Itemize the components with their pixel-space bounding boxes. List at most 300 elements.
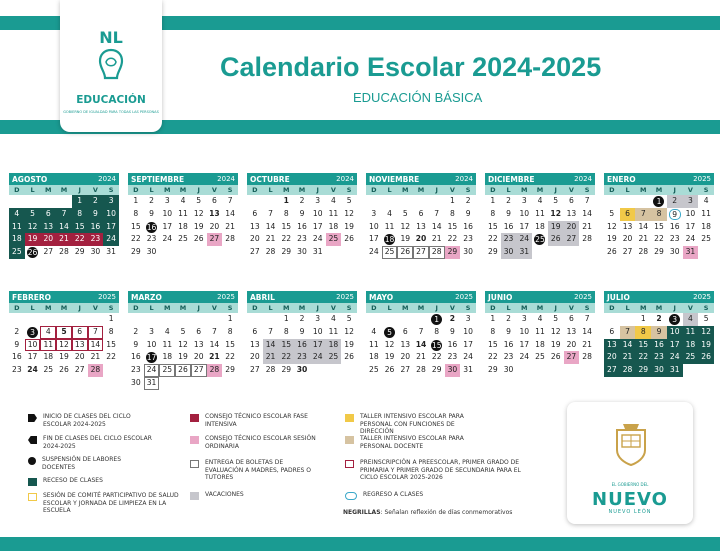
day-number: 21 xyxy=(265,352,276,362)
month-header xyxy=(366,173,476,185)
day-number: 28 xyxy=(265,247,276,257)
month-name: ENERO xyxy=(607,174,636,184)
day-number: 6 xyxy=(252,208,258,218)
day-number: 15 xyxy=(431,340,442,350)
day-number: 9 xyxy=(133,339,139,349)
weekday-header xyxy=(247,185,357,195)
day-cell xyxy=(278,339,294,352)
day-cell xyxy=(263,246,279,259)
day-number: 23 xyxy=(503,234,514,244)
day-number: 22 xyxy=(74,234,85,244)
day-number: 28 xyxy=(638,247,649,257)
day-cell xyxy=(532,208,548,221)
empty-cell xyxy=(56,313,72,326)
day-number: 7 xyxy=(434,208,440,218)
day-cell xyxy=(532,233,548,246)
day-number: 11 xyxy=(328,326,339,336)
day-cell xyxy=(341,326,357,339)
day-cell xyxy=(191,221,207,234)
legend-swatch-ret xyxy=(345,492,357,500)
month-name: FEBRERO xyxy=(12,292,52,302)
day-cell xyxy=(341,208,357,221)
days-grid xyxy=(9,195,119,259)
day-number: 9 xyxy=(450,326,455,336)
weekday-letter: M xyxy=(640,304,647,312)
day-number: 18 xyxy=(12,234,22,244)
day-cell xyxy=(326,339,342,352)
day-number: 21 xyxy=(638,234,649,244)
day-cell xyxy=(88,246,104,259)
day-cell xyxy=(207,364,223,377)
day-cell xyxy=(382,339,398,352)
day-number: 22 xyxy=(106,352,116,362)
day-number: 18 xyxy=(685,339,696,349)
day-number: 22 xyxy=(131,234,141,244)
month-name: AGOSTO xyxy=(12,174,48,184)
day-cell xyxy=(366,351,382,364)
day-number: 28 xyxy=(59,247,69,257)
day-number: 28 xyxy=(582,352,592,362)
weekday-letter: L xyxy=(30,186,35,194)
weekday-letter: M xyxy=(536,304,544,312)
day-cell xyxy=(579,339,595,352)
day-cell xyxy=(175,208,191,221)
day-cell xyxy=(604,351,620,364)
weekday-letter: J xyxy=(435,186,438,194)
month-year: 2024 xyxy=(455,175,473,183)
day-number: 16 xyxy=(669,221,680,231)
days-grid xyxy=(366,313,476,377)
day-cell xyxy=(263,326,279,339)
day-number: 16 xyxy=(90,221,101,231)
day-number: 21 xyxy=(225,221,235,231)
day-cell xyxy=(564,208,580,221)
day-cell xyxy=(128,233,144,246)
day-number: 17 xyxy=(463,339,473,349)
day-cell xyxy=(635,208,651,221)
day-number: 4 xyxy=(688,314,693,323)
day-number: 24 xyxy=(685,234,696,244)
empty-cell xyxy=(413,195,429,208)
day-number: 13 xyxy=(400,339,411,349)
day-cell xyxy=(667,221,683,234)
day-cell xyxy=(501,339,517,352)
day-cell xyxy=(222,221,238,234)
day-number: 3 xyxy=(108,196,114,205)
day-cell xyxy=(501,326,517,339)
day-number: 20 xyxy=(250,352,260,362)
day-number: 29 xyxy=(488,247,498,257)
day-cell xyxy=(128,351,144,364)
day-number: 7 xyxy=(625,326,630,336)
day-cell xyxy=(40,246,56,259)
day-cell xyxy=(667,351,683,364)
empty-cell xyxy=(207,313,223,326)
day-cell xyxy=(159,326,175,339)
day-cell xyxy=(485,326,501,339)
day-number: 27 xyxy=(74,365,85,375)
day-cell xyxy=(294,195,310,208)
day-number: 21 xyxy=(90,352,101,362)
day-cell xyxy=(144,208,160,221)
day-cell xyxy=(247,208,263,221)
government-state: NUEVO LEÓN xyxy=(608,509,652,515)
days-grid xyxy=(485,195,595,259)
weekday-letter: V xyxy=(568,186,574,194)
day-number: 15 xyxy=(447,221,458,231)
month-year: 2025 xyxy=(693,293,711,301)
legend-swatch-comite xyxy=(28,493,37,501)
weekday-letter: S xyxy=(584,186,590,194)
day-cell xyxy=(72,246,88,259)
day-number: 15 xyxy=(281,339,292,349)
day-cell xyxy=(460,195,476,208)
day-number: 18 xyxy=(328,339,339,349)
day-cell xyxy=(413,326,429,339)
day-number: 4 xyxy=(331,196,336,205)
month-name: JULIO xyxy=(607,292,630,302)
day-number: 8 xyxy=(640,326,646,336)
day-number: 20 xyxy=(415,234,427,244)
day-cell xyxy=(501,208,517,221)
day-number: 8 xyxy=(133,208,139,218)
day-cell xyxy=(159,221,175,234)
day-cell xyxy=(326,221,342,234)
day-number: 16 xyxy=(131,352,141,362)
day-cell xyxy=(485,313,501,326)
day-cell xyxy=(310,195,326,208)
day-cell xyxy=(413,233,429,246)
month-agosto xyxy=(9,173,119,259)
day-cell xyxy=(341,339,357,352)
weekday-letter: S xyxy=(227,304,233,312)
day-number: 7 xyxy=(268,208,273,218)
day-number: 4 xyxy=(45,326,51,336)
bold-note xyxy=(343,509,512,516)
day-cell xyxy=(429,326,445,339)
logo-tagline: GOBIERNO DE IGUALDAD PARA TODAS LAS PERSONAS xyxy=(63,110,159,114)
weekday-letter: J xyxy=(554,304,557,312)
day-number: 17 xyxy=(312,339,323,349)
day-number: 23 xyxy=(447,352,458,362)
day-cell xyxy=(263,221,279,234)
day-cell xyxy=(620,364,636,377)
day-number: 21 xyxy=(265,234,276,244)
day-number: 25 xyxy=(384,247,395,257)
day-number: 10 xyxy=(312,326,323,336)
day-cell xyxy=(56,233,72,246)
day-cell xyxy=(604,326,620,339)
month-header xyxy=(604,173,714,185)
day-cell xyxy=(698,195,714,208)
day-cell xyxy=(485,233,501,246)
empty-cell xyxy=(620,195,636,208)
day-cell xyxy=(278,221,294,234)
day-cell xyxy=(159,339,175,352)
day-cell xyxy=(294,246,310,259)
day-cell xyxy=(620,339,636,352)
day-cell xyxy=(651,195,667,208)
day-number: 9 xyxy=(299,326,305,336)
day-number: 26 xyxy=(193,234,204,244)
day-number: 7 xyxy=(212,326,217,336)
weekday-letter: S xyxy=(346,186,352,194)
day-cell xyxy=(128,326,144,339)
day-cell xyxy=(128,377,144,390)
day-number: 17 xyxy=(106,221,116,231)
day-number: 4 xyxy=(537,196,543,205)
state-seal-icon xyxy=(613,422,649,466)
day-number: 3 xyxy=(27,327,38,338)
day-cell xyxy=(191,339,207,352)
day-number: 9 xyxy=(669,209,681,220)
day-number: 15 xyxy=(638,339,649,349)
day-cell xyxy=(445,313,461,326)
day-cell xyxy=(103,208,119,221)
day-number: 30 xyxy=(503,247,514,257)
day-cell xyxy=(397,339,413,352)
day-cell xyxy=(310,326,326,339)
day-cell xyxy=(25,351,41,364)
weekday-letter: S xyxy=(703,304,709,312)
day-number: 2 xyxy=(506,196,511,205)
day-number: 1 xyxy=(431,314,442,325)
day-cell xyxy=(485,208,501,221)
day-cell xyxy=(516,326,532,339)
weekday-letter: J xyxy=(78,186,81,194)
day-number: 8 xyxy=(434,326,440,336)
day-cell xyxy=(564,195,580,208)
day-number: 6 xyxy=(252,326,258,336)
day-cell xyxy=(9,246,25,259)
day-cell xyxy=(501,221,517,234)
legend-label: PREINSCRIPCIÓN A PREESCOLAR, PRIMER GRADO DE PRIMARIA Y PRIMER GRADO DE SECUNDARIA PARA EL CICLO ESCOLAR 2025-2026 xyxy=(360,459,521,481)
day-number: 24 xyxy=(519,352,530,362)
bold-note-text: : Señalan reflexión de días conmemorativos xyxy=(380,509,513,516)
day-number: 17 xyxy=(519,339,530,349)
day-number: 28 xyxy=(225,234,235,244)
day-cell xyxy=(460,246,476,259)
empty-cell xyxy=(191,313,207,326)
day-cell xyxy=(72,208,88,221)
days-grid xyxy=(128,313,238,390)
day-cell xyxy=(548,233,564,246)
day-cell xyxy=(698,208,714,221)
day-cell xyxy=(683,195,699,208)
legend-swatch-flag xyxy=(28,414,37,422)
day-number: 2 xyxy=(133,326,139,336)
weekday-letter: S xyxy=(346,304,352,312)
month-year: 2025 xyxy=(98,293,116,301)
day-number: 21 xyxy=(582,221,592,231)
day-number: 13 xyxy=(566,326,577,336)
empty-cell xyxy=(429,195,445,208)
day-cell xyxy=(294,208,310,221)
month-header xyxy=(485,291,595,303)
day-number: 2 xyxy=(149,196,154,205)
empty-cell xyxy=(413,313,429,326)
day-cell xyxy=(667,313,683,326)
day-cell xyxy=(382,233,398,246)
month-abril xyxy=(247,291,357,377)
day-number: 1 xyxy=(490,314,496,323)
legend-item-tb xyxy=(345,435,472,450)
legend-item-flag xyxy=(28,413,155,428)
day-number: 26 xyxy=(550,352,561,362)
day-cell xyxy=(651,313,667,326)
day-cell xyxy=(548,313,564,326)
day-cell xyxy=(651,364,667,377)
day-number: 11 xyxy=(535,326,545,336)
day-number: 11 xyxy=(162,339,173,349)
day-cell xyxy=(501,233,517,246)
day-cell xyxy=(56,326,72,339)
day-number: 12 xyxy=(178,339,188,349)
weekday-letter: J xyxy=(316,304,319,312)
day-cell xyxy=(397,233,413,246)
empty-cell xyxy=(604,195,620,208)
day-number: 9 xyxy=(93,208,98,218)
day-number: 28 xyxy=(265,365,276,375)
month-enero xyxy=(604,173,714,259)
day-cell xyxy=(247,233,263,246)
day-cell xyxy=(604,364,620,377)
day-cell xyxy=(326,195,342,208)
day-cell xyxy=(683,246,699,259)
day-cell xyxy=(103,195,119,208)
day-cell xyxy=(532,339,548,352)
day-cell xyxy=(247,351,263,364)
day-number: 6 xyxy=(625,208,630,218)
day-cell xyxy=(532,313,548,326)
weekday-letter: M xyxy=(402,304,409,312)
weekday-header xyxy=(485,185,595,195)
weekday-letter: V xyxy=(92,304,98,312)
day-cell xyxy=(683,326,699,339)
weekday-letter: M xyxy=(640,186,647,194)
weekday-letter: L xyxy=(506,304,511,312)
month-name: SEPTIEMBRE xyxy=(131,174,185,184)
day-cell xyxy=(501,313,517,326)
day-cell xyxy=(382,364,398,377)
day-cell xyxy=(88,233,104,246)
weekday-letter: V xyxy=(687,304,693,312)
day-number: 18 xyxy=(328,221,339,231)
weekday-letter: V xyxy=(211,186,217,194)
month-name: JUNIO xyxy=(488,292,513,302)
empty-cell xyxy=(247,195,263,208)
day-number: 31 xyxy=(463,365,473,375)
day-number: 2 xyxy=(449,314,456,323)
day-number: 5 xyxy=(402,208,408,218)
day-cell xyxy=(294,339,310,352)
day-number: 27 xyxy=(250,247,260,257)
day-number: 7 xyxy=(227,196,233,205)
day-number: 20 xyxy=(622,234,633,244)
day-cell xyxy=(175,195,191,208)
month-name: OCTUBRE xyxy=(250,174,290,184)
day-number: 7 xyxy=(61,208,67,218)
day-number: 25 xyxy=(178,234,188,244)
day-cell xyxy=(516,221,532,234)
empty-cell xyxy=(263,313,279,326)
day-number: 30 xyxy=(296,365,308,375)
day-number: 14 xyxy=(582,208,592,218)
day-cell xyxy=(651,339,667,352)
weekday-letter: L xyxy=(268,186,273,194)
empty-cell xyxy=(620,313,636,326)
day-number: 10 xyxy=(312,208,323,218)
day-cell xyxy=(103,233,119,246)
day-number: 25 xyxy=(328,234,339,244)
day-cell xyxy=(683,233,699,246)
day-number: 19 xyxy=(178,352,188,362)
days-grid xyxy=(247,313,357,377)
day-number: 17 xyxy=(369,234,379,244)
day-number: 10 xyxy=(369,221,379,231)
weekday-letter: M xyxy=(164,304,171,312)
day-number: 13 xyxy=(250,339,260,349)
day-cell xyxy=(159,364,175,377)
day-number: 5 xyxy=(346,196,352,205)
month-year: 2024 xyxy=(98,175,116,183)
day-cell xyxy=(222,208,238,221)
day-number: 29 xyxy=(488,365,498,375)
day-number: 25 xyxy=(328,352,339,362)
day-cell xyxy=(25,208,41,221)
day-number: 19 xyxy=(607,234,617,244)
day-cell xyxy=(263,233,279,246)
legend-label: FIN DE CLASES DEL CICLO ESCOLAR 2024-2025 xyxy=(43,435,152,450)
day-cell xyxy=(366,364,382,377)
day-cell xyxy=(445,233,461,246)
weekday-letter: L xyxy=(625,304,630,312)
day-cell xyxy=(460,326,476,339)
day-number: 21 xyxy=(59,234,69,244)
month-year: 2025 xyxy=(217,293,235,301)
empty-cell xyxy=(635,195,651,208)
day-cell xyxy=(278,326,294,339)
day-number: 22 xyxy=(654,234,664,244)
day-number: 26 xyxy=(27,248,38,258)
day-cell xyxy=(382,208,398,221)
day-number: 15 xyxy=(106,339,116,349)
day-cell xyxy=(341,195,357,208)
legend-label: REGRESO A CLASES xyxy=(363,491,424,498)
weekday-letter: V xyxy=(211,304,217,312)
day-number: 10 xyxy=(463,326,473,336)
day-number: 6 xyxy=(569,314,574,323)
day-cell xyxy=(207,326,223,339)
day-number: 1 xyxy=(283,196,289,205)
day-number: 21 xyxy=(209,352,220,362)
day-cell xyxy=(579,208,595,221)
legend-swatch-ent xyxy=(190,460,199,468)
day-cell xyxy=(445,195,461,208)
weekday-letter: D xyxy=(14,186,20,194)
day-number: 19 xyxy=(344,221,354,231)
day-number: 4 xyxy=(537,314,543,323)
day-cell xyxy=(263,208,279,221)
weekday-header xyxy=(128,185,238,195)
day-number: 13 xyxy=(607,339,617,349)
day-number: 2 xyxy=(656,314,662,323)
weekday-letter: V xyxy=(568,304,574,312)
day-cell xyxy=(310,246,326,259)
weekday-letter: S xyxy=(465,186,471,194)
day-number: 3 xyxy=(315,314,321,323)
day-cell xyxy=(175,326,191,339)
